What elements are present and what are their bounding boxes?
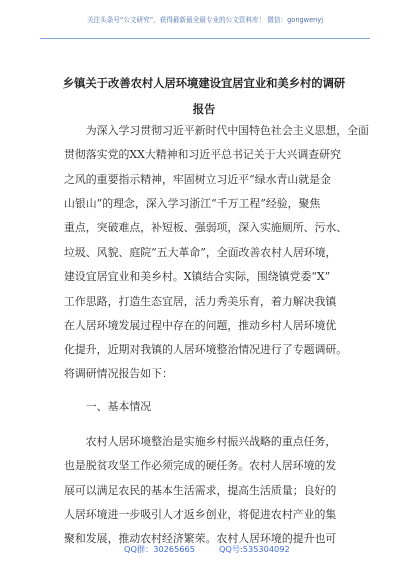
body-line: 化提升，近期对我镇的人居环境整治情况进行了专题调研。 bbox=[64, 343, 348, 356]
header-divider bbox=[40, 38, 370, 39]
body-line: 也是脱贫攻坚工作必须完成的硬任务。农村人居环境的发 bbox=[64, 459, 337, 472]
body-line: 重点，突破难点，补短板、强弱项，深入实施厕所、污水、 bbox=[64, 221, 348, 234]
body-line: 展可以满足农民的基本生活需求，提高生活质量；良好的 bbox=[64, 484, 337, 497]
section-heading: 一、基本情况 bbox=[64, 400, 152, 413]
body-line: 在人居环境发展过程中存在的问题，推动乡村人居环境优 bbox=[64, 319, 337, 332]
header-banner: 关注头条号“公文研究”，获得最新最全最专业的公文资料库！ 微信：gongwenyj bbox=[86, 16, 324, 24]
body-line: 聚和发展，推动农村经济繁荣。农村人居环境的提升也可 bbox=[64, 532, 337, 545]
body-line: 为深入学习贯彻习近平新时代中国特色社会主义思想，全面 bbox=[64, 124, 369, 137]
body-line: 贯彻落实党的XX大精神和习近平总书记关于大兴调查研究 bbox=[64, 148, 341, 161]
body-line: 工作思路，打造生态宜居，活力秀美乐育，着力解决我镇 bbox=[64, 295, 337, 308]
footer-qq-group: QQ群：30265665 bbox=[124, 544, 195, 554]
body-line: 农村人居环境整治是实施乡村振兴战略的重点任务， bbox=[64, 435, 337, 448]
body-line: 垃圾、风貌、庭院“五大革命”，全面改善农村人居环境， bbox=[64, 246, 337, 259]
footer-qq-number: QQ号:535304092 bbox=[218, 544, 290, 554]
footer-contact bbox=[124, 544, 354, 555]
body-line: 人居环境进一步吸引人才返乡创业，将促进农村产业的集 bbox=[64, 508, 337, 521]
body-line: 山银山”的理念，深入学习浙江“千万工程”经验，聚焦 bbox=[64, 197, 321, 210]
document-title-line-1: 乡镇关于改善农村人居环境建设宜居宜业和美乡村的调研 bbox=[62, 76, 346, 90]
document-title-line-2: 报告 bbox=[192, 102, 216, 116]
body-line: 之风的重要指示精神，牢固树立习近平“绿水青山就是金 bbox=[64, 173, 331, 186]
body-line: 建设宜居宜业和美乡村。X镇结合实际，围绕镇党委“X” bbox=[64, 270, 331, 283]
body-line: 将调研情况报告如下： bbox=[64, 367, 173, 380]
